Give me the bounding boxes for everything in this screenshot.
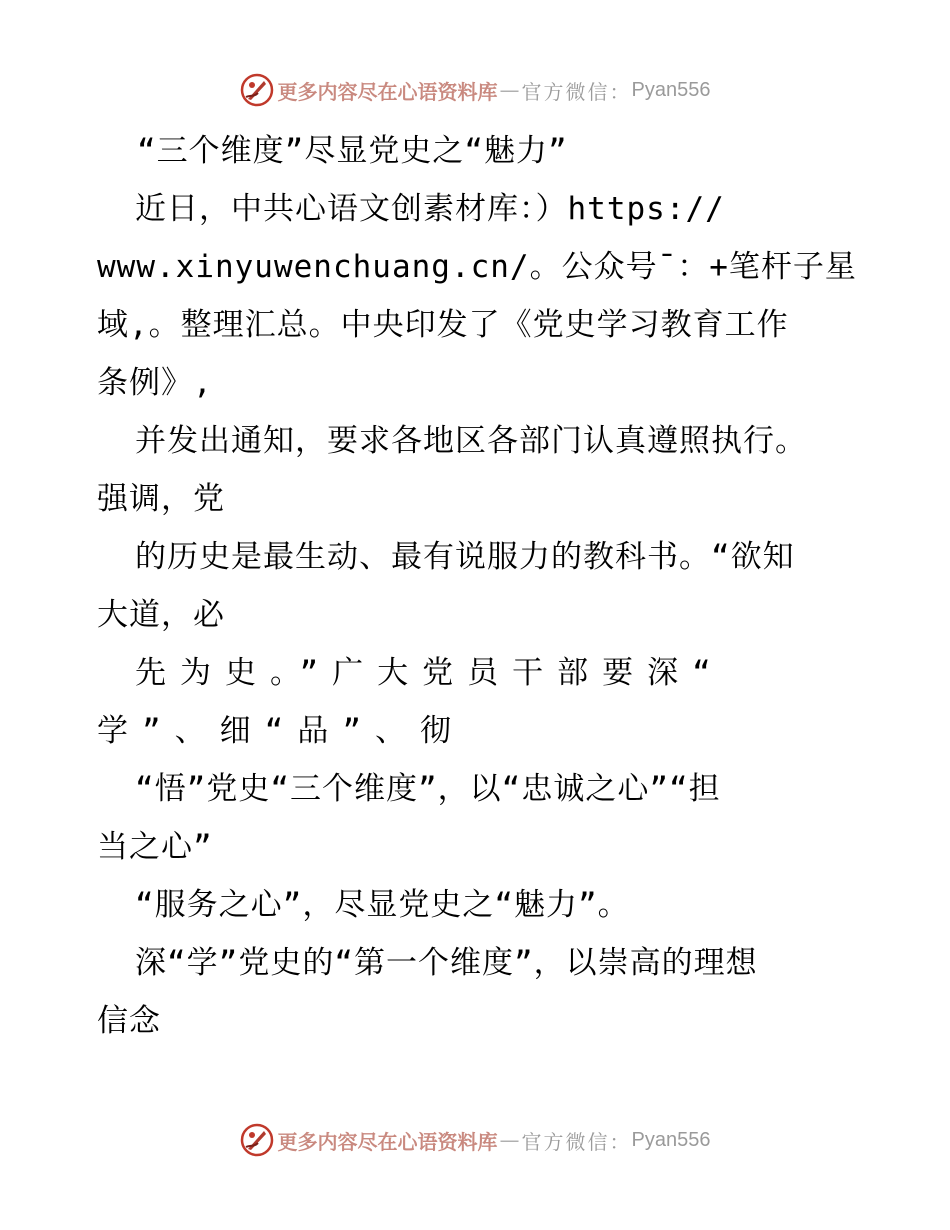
- header-separator: —: [499, 78, 520, 102]
- quill-logo-icon: [240, 1123, 274, 1157]
- quill-logo-icon: [240, 73, 274, 107]
- paragraph-line: 近日，中共心语文创素材库：）https://: [135, 191, 725, 227]
- paragraph-line: 并发出通知，要求各地区各部门认真遵照执行。: [135, 423, 807, 459]
- paragraph-line: 强调，党: [97, 481, 225, 517]
- header-wechat-id: Pyan556: [631, 78, 711, 101]
- document-title: “三个维度”尽显党史之“魅力”: [137, 133, 568, 169]
- document-body: [97, 122, 857, 1050]
- header-brand-text: 更多内容尽在心语资料库: [277, 79, 498, 104]
- header-banner: [0, 70, 950, 110]
- paragraph-line: 条例》,: [97, 365, 213, 401]
- footer-wechat-id: Pyan556: [631, 1128, 711, 1151]
- paragraph-line: 学”、细“品”、彻: [97, 713, 465, 749]
- paragraph-line: 域,。整理汇总。中央印发了《党史学习教育工作: [97, 307, 789, 343]
- paragraph-line: 先为史。”广大党员干部要深“: [135, 655, 725, 691]
- paragraph-line: “服务之心”，尽显党史之“魅力”。: [135, 887, 630, 923]
- paragraph-line: 信念: [97, 1003, 161, 1039]
- footer-separator: —: [499, 1128, 520, 1152]
- paragraph-line: 大道，必: [97, 597, 225, 633]
- paragraph-line: 深“学”党史的“第一个维度”，以崇高的理想: [135, 945, 758, 981]
- footer-brand-text: 更多内容尽在心语资料库: [277, 1129, 498, 1154]
- paragraph-line: www.xinyuwenchuang.cn/。公众号¯：+笔杆子星: [97, 249, 857, 285]
- footer-wechat-label: 官方微信：: [521, 1129, 632, 1154]
- paragraph-line: “悟”党史“三个维度”，以“忠诚之心”“担: [135, 771, 721, 807]
- paragraph-line: 当之心”: [97, 829, 213, 865]
- footer-banner: [0, 1120, 950, 1160]
- header-wechat-label: 官方微信：: [521, 79, 632, 104]
- paragraph-line: 的历史是最生动、最有说服力的教科书。“欲知: [135, 539, 795, 575]
